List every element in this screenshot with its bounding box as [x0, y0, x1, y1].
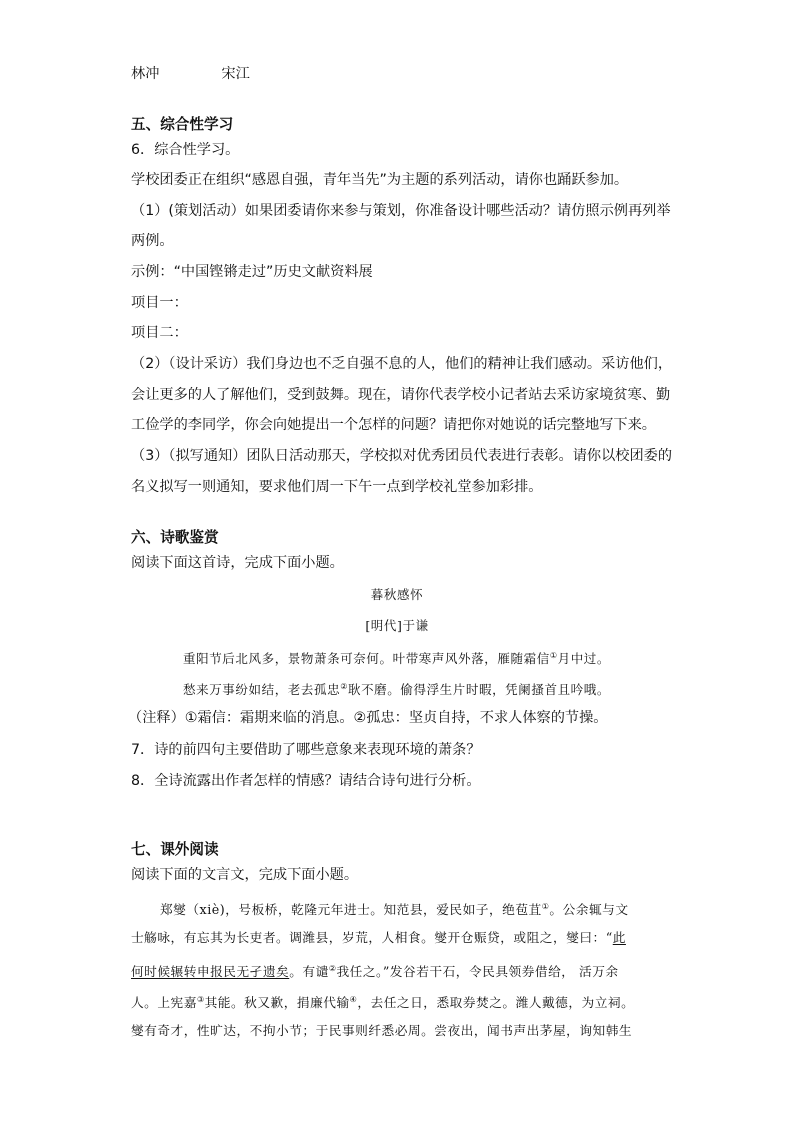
classical-line-4: 人。上宪嘉③其能。秋又歉，捐廉代输④，去任之日，悉取券焚之。潍人戴德，为立祠。 [131, 995, 635, 1011]
question-8: 8．全诗流露出作者怎样的情感？请结合诗句进行分析。 [131, 773, 481, 789]
part2-line1: （2）（设计采访）我们身边也不乏自强不息的人，他们的精神让我们感动。采访他们， [131, 356, 673, 372]
classical-line-3: 何时候辗转申报民无孑遗矣。有谴②我任之。”发谷若干石，令民具领券借给， 活万余 [131, 964, 619, 980]
poem-author: [明代]于谦 [365, 618, 429, 633]
item-2: 项目二： [131, 325, 188, 341]
item-1: 项目一： [131, 295, 188, 311]
underlined-sentence: 何时候辗转申报民无孑遗矣 [131, 964, 290, 980]
section-6-heading: 六、诗歌鉴赏 [131, 529, 219, 546]
poem-line-2: 愁来万事纷如结，老去孤忠②耿不磨。偷得浮生片时暇，凭阑搔首且吟哦。 [183, 682, 610, 698]
section-5-heading: 五、综合性学习 [131, 116, 234, 133]
poem-line-1: 重阳节后北风多，景物萧条可奈何。叶带寒声风外落，雁随霜信①月中过。 [183, 651, 610, 667]
name-lin-chong: 林冲 [131, 66, 160, 82]
part2-line3: 工俭学的李同学，你会向她提出一个怎样的问题？请把你对她说的话完整地写下来。 [131, 417, 656, 433]
question-6: 6．综合性学习。 [131, 142, 240, 158]
classical-line-1: 郑燮（xiè)，号板桥，乾隆元年进士。知范县，爱民如子，绝苞苴①。公余辄与文 [160, 902, 629, 918]
part2-line2: 会让更多的人了解他们，受到鼓舞。现在，请你代表学校小记者站去采访家境贫寒、勤 [131, 387, 671, 403]
sec5-intro: 学校团委正在组织“感恩自强，青年当先”为主题的系列活动，请你也踊跃参加。 [131, 172, 629, 188]
poem-note: （注释）①霜信：霜期来临的消息。②孤忠：坚贞自持，不求人体察的节操。 [128, 710, 608, 726]
footnote-1: ① [549, 651, 558, 660]
example-line: 示例：“中国铿锵走过”历史文献资料展 [131, 264, 373, 280]
top-line [131, 64, 250, 84]
classical-line-5: 燮有奇才，性旷达，不拘小节；于民事则纤悉必周。尝夜出，闻书声出茅屋，询知韩生 [131, 1023, 633, 1038]
part3-line2: 名义拟写一则通知，要求他们周一下午一点到学校礼堂参加彩排。 [131, 479, 543, 495]
classical-line-2: 士觞咏，有忘其为长吏者。调潍县，岁荒，人相食。燮开仓赈贷，或阻之，燮曰：“此 [131, 930, 626, 945]
footnote-2: ② [340, 682, 348, 691]
section-7-heading: 七、课外阅读 [131, 841, 219, 858]
part1-line1: （1）(策划活动）如果团委请你来参与策划，你准备设计哪些活动？请仿照示例再列举 [131, 203, 671, 219]
sec6-intro: 阅读下面这首诗，完成下面小题。 [131, 555, 344, 571]
question-7: 7．诗的前四句主要借助了哪些意象来表现环境的萧条？ [131, 742, 481, 758]
part3-line1: （3）（拟写通知）团队日活动那天，学校拟对优秀团员代表进行表彰。请你以校团委的 [131, 448, 673, 464]
part1-line2: 两例。 [131, 233, 174, 249]
poem-title: 暮秋感怀 [370, 587, 424, 602]
underlined-sentence-start: 此 [612, 930, 626, 945]
name-song-jiang: 宋江 [221, 66, 250, 82]
sec7-intro: 阅读下面的文言文，完成下面小题。 [131, 867, 359, 883]
